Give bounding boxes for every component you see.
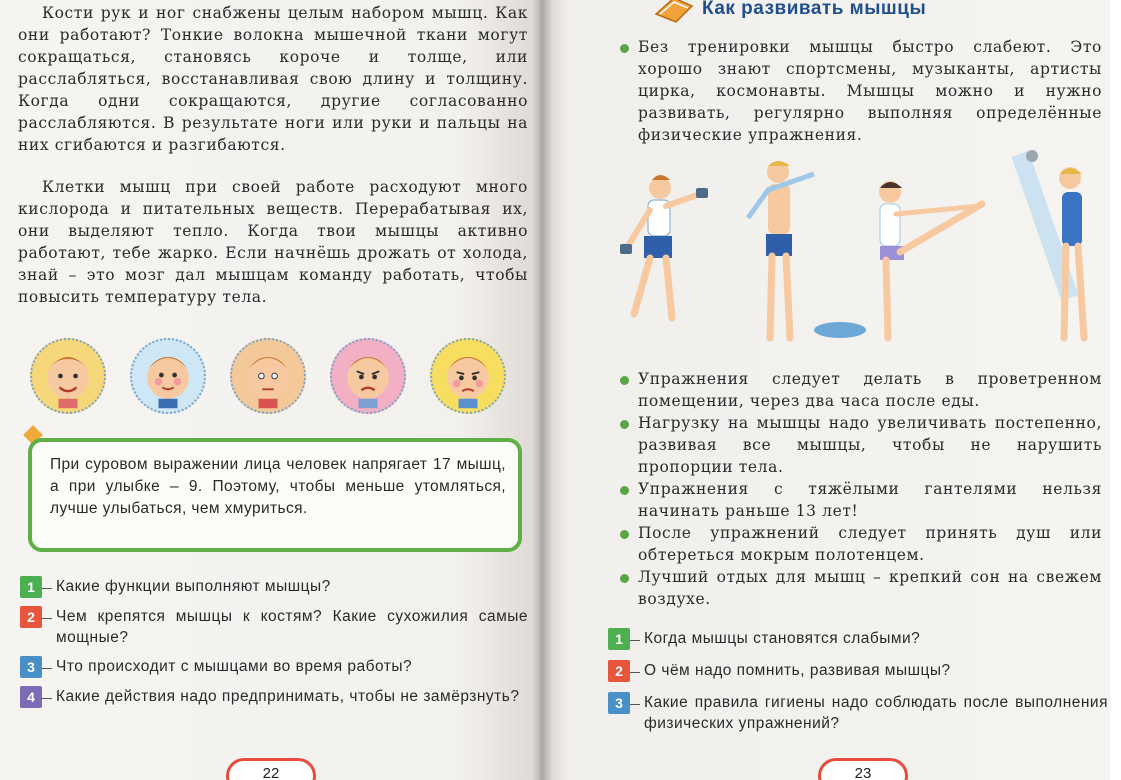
left-questions [28, 576, 528, 716]
cheerful-face-icon [130, 338, 206, 414]
question-number: 1 [20, 576, 42, 598]
paragraph-text: Клетки мышц при своей работе расходуют много кислорода и питательных веществ. Перерабатывая их, они выделяют тепло. Когда твои мышцы активно работают, тебе жарко. Если начнёшь дрожать от холода, знай – это мозг дал мышцам команду работать, чтобы повысить температуру тела. [18, 178, 528, 306]
rule-item: Упражнения с тяжёлыми гантелями нельзя начинать раньше 13 лет! [618, 478, 1102, 522]
section-heading [652, 0, 926, 26]
angry-face-icon [330, 338, 406, 414]
question-number: 1 [608, 628, 630, 650]
worried-face-icon [230, 338, 306, 414]
question-item [608, 628, 1108, 650]
question-number: 2 [20, 606, 42, 628]
question-connector [630, 704, 640, 705]
question-connector [42, 618, 52, 619]
question-item [28, 686, 528, 708]
smiling-face-icon [30, 338, 106, 414]
intro-block [618, 36, 1102, 146]
question-text: Когда мышцы становятся слабыми? [644, 630, 921, 647]
exercising-children-icon [600, 148, 1110, 358]
question-connector [42, 668, 52, 669]
question-connector [42, 698, 52, 699]
question-connector [630, 672, 640, 673]
info-box-text: При суровом выражении лица человек напрягает 17 мышц, а при улыбке – 9. Поэтому, чтобы меньше утомляться, лучше улыбаться, чем хмуриться. [50, 456, 506, 517]
boy-dumbbells-figure [620, 175, 708, 318]
question-number: 4 [20, 686, 42, 708]
page-number-left: 22 [226, 758, 316, 780]
exercise-illustration [600, 148, 1110, 358]
question-item [28, 576, 528, 598]
right-page [540, 0, 1110, 780]
boy-towel-figure [748, 161, 866, 338]
right-questions [608, 628, 1108, 744]
left-page [0, 0, 540, 780]
rules-list [618, 368, 1102, 610]
page-number-right: 23 [818, 758, 908, 780]
question-item [608, 660, 1108, 682]
question-number: 2 [608, 660, 630, 682]
rule-item: После упражнений следует принять душ или обтереться мокрым полотенцем. [618, 522, 1102, 566]
question-item [28, 606, 528, 648]
rule-item: Нагрузку на мышцы надо увеличивать постепенно, развивая все мышцы, чтобы не нарушить пропорции тела. [618, 412, 1102, 478]
question-number: 3 [20, 656, 42, 678]
left-paragraph-2 [18, 176, 528, 308]
paragraph-text: Кости рук и ног снабжены целым набором мышц. Как они работают? Тонкие волокна мышечной ткани могут сокращаться, становясь короче и толще, или расслабляться, восстанавливая свою длину и толщину. Когда одни сокращаются, другие согласованно расслабляются. В результате ноги или руки и пальцы на них сгибаются и разгибаются. [18, 4, 528, 154]
intro-paragraph: Без тренировки мышцы быстро слабеют. Это хорошо знают спортсмены, музыканты, артисты цирка, космонавты. Мышцы можно и нужно развивать, регулярно выполняя определённые физические упражнения. [618, 36, 1102, 146]
girl-stretching-figure [879, 181, 982, 338]
question-text: О чём надо помнить, развивая мышцы? [644, 662, 951, 679]
question-connector [42, 588, 52, 589]
rule-item: Лучший отдых для мышц – крепкий сон на свежем воздухе. [618, 566, 1102, 610]
question-item [28, 656, 528, 678]
question-item [608, 692, 1108, 734]
left-paragraph-1 [18, 2, 528, 156]
question-text: Какие функции выполняют мышцы? [56, 578, 331, 595]
question-text: Какие правила гигиены надо соблюдать после выполнения физических упражнений? [644, 694, 1108, 732]
book-icon [652, 0, 698, 26]
frowning-face-icon [430, 338, 506, 414]
question-text: Какие действия надо предпринимать, чтобы не замёрзнуть? [56, 688, 520, 705]
rule-item: Упражнения следует делать в проветренном помещении, через два часа после еды. [618, 368, 1102, 412]
question-connector [630, 640, 640, 641]
heading-title: Как развивать мышцы [702, 0, 927, 19]
question-number: 3 [608, 692, 630, 714]
faces-row [30, 338, 510, 418]
question-text: Что происходит с мышцами во время работы? [56, 658, 413, 675]
info-box [28, 438, 522, 552]
girl-shower-figure [1020, 150, 1084, 338]
book-gutter [532, 0, 552, 780]
question-text: Чем крепятся мышцы к костям? Какие сухожилия самые мощные? [56, 608, 528, 646]
